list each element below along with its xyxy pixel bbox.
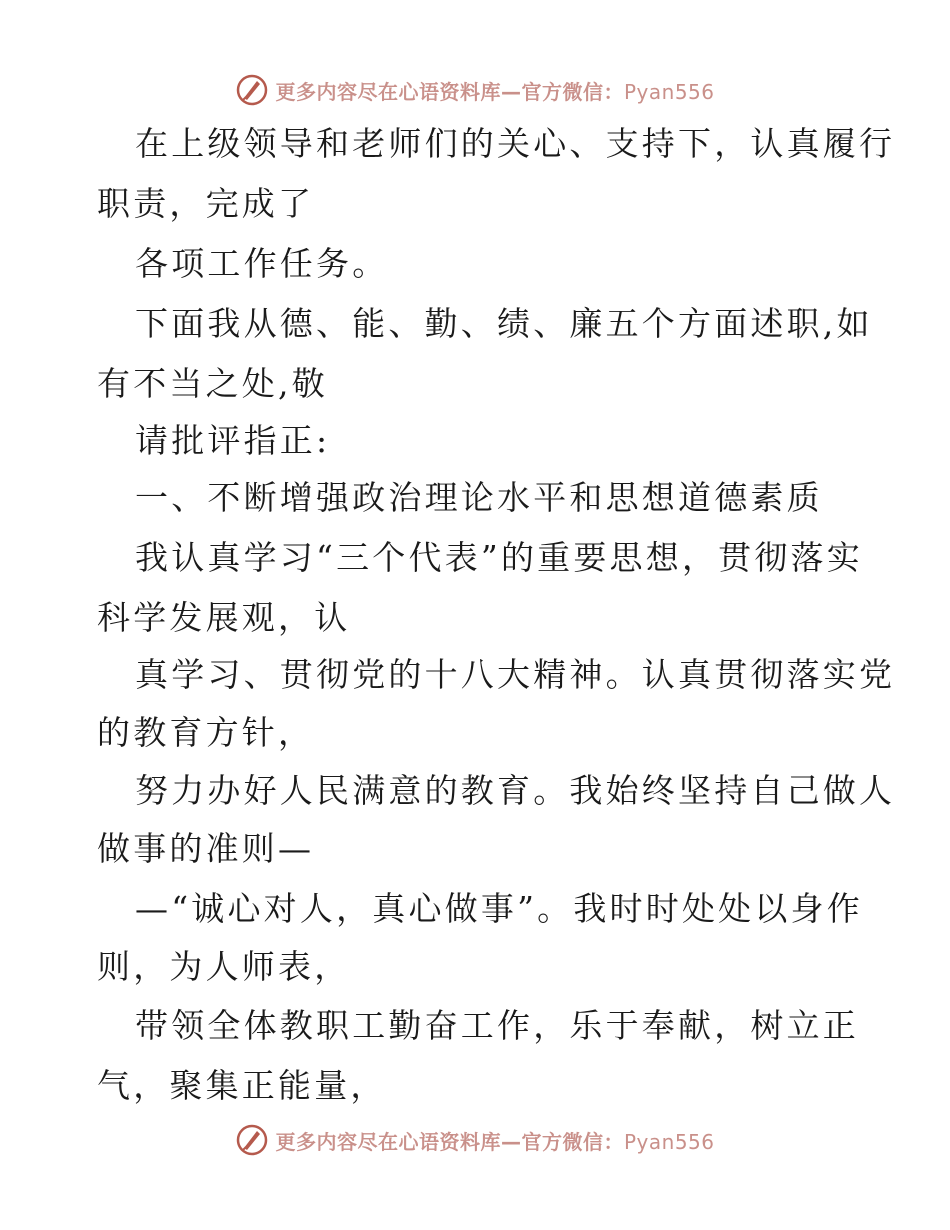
body-line: 则，为人师表，: [97, 947, 351, 986]
body-line: 请批评指正:: [135, 421, 331, 460]
footer-watermark-id: Pyan556: [623, 1129, 715, 1154]
body-line: 在上级领导和老师们的关心、支持下，认真履行: [135, 124, 896, 163]
body-line: 下面我从德、能、勤、绩、廉五个方面述职,如: [135, 304, 873, 343]
body-line: 的教育方针，: [97, 713, 315, 752]
header-watermark-text: [275, 76, 714, 105]
body-line: 气，聚集正能量，: [97, 1066, 387, 1105]
header-watermark-id: Pyan556: [623, 79, 715, 104]
quill-logo-icon: [235, 73, 269, 107]
body-line: 职责，完成了: [97, 184, 315, 223]
footer-watermark-text: [275, 1126, 714, 1155]
section-heading: 一、不断增强政治理论水平和思想道德素质: [135, 478, 823, 517]
body-line: 带领全体教职工勤奋工作，乐于奉献，树立正: [135, 1006, 859, 1045]
body-line: 科学发展观，认: [97, 598, 351, 637]
header-watermark-label: 更多内容尽在心语资料库—官方微信：: [275, 79, 624, 104]
body-line: —“诚心对人，真心做事”。我时时处处以身作: [135, 889, 863, 928]
body-line: 真学习、贯彻党的十八大精神。认真贯彻落实党: [135, 655, 896, 694]
footer-watermark-label: 更多内容尽在心语资料库—官方微信：: [275, 1129, 624, 1154]
body-line: 各项工作任务。: [135, 244, 389, 283]
body-line: 有不当之处,敬: [97, 364, 328, 403]
body-line: 努力办好人民满意的教育。我始终坚持自己做人: [135, 771, 896, 810]
body-line: 我认真学习“三个代表”的重要思想，贯彻落实: [135, 538, 863, 577]
quill-logo-icon: [235, 1123, 269, 1157]
header-watermark: [0, 70, 950, 110]
footer-watermark: [0, 1120, 950, 1160]
body-line: 做事的准则—: [97, 829, 315, 868]
